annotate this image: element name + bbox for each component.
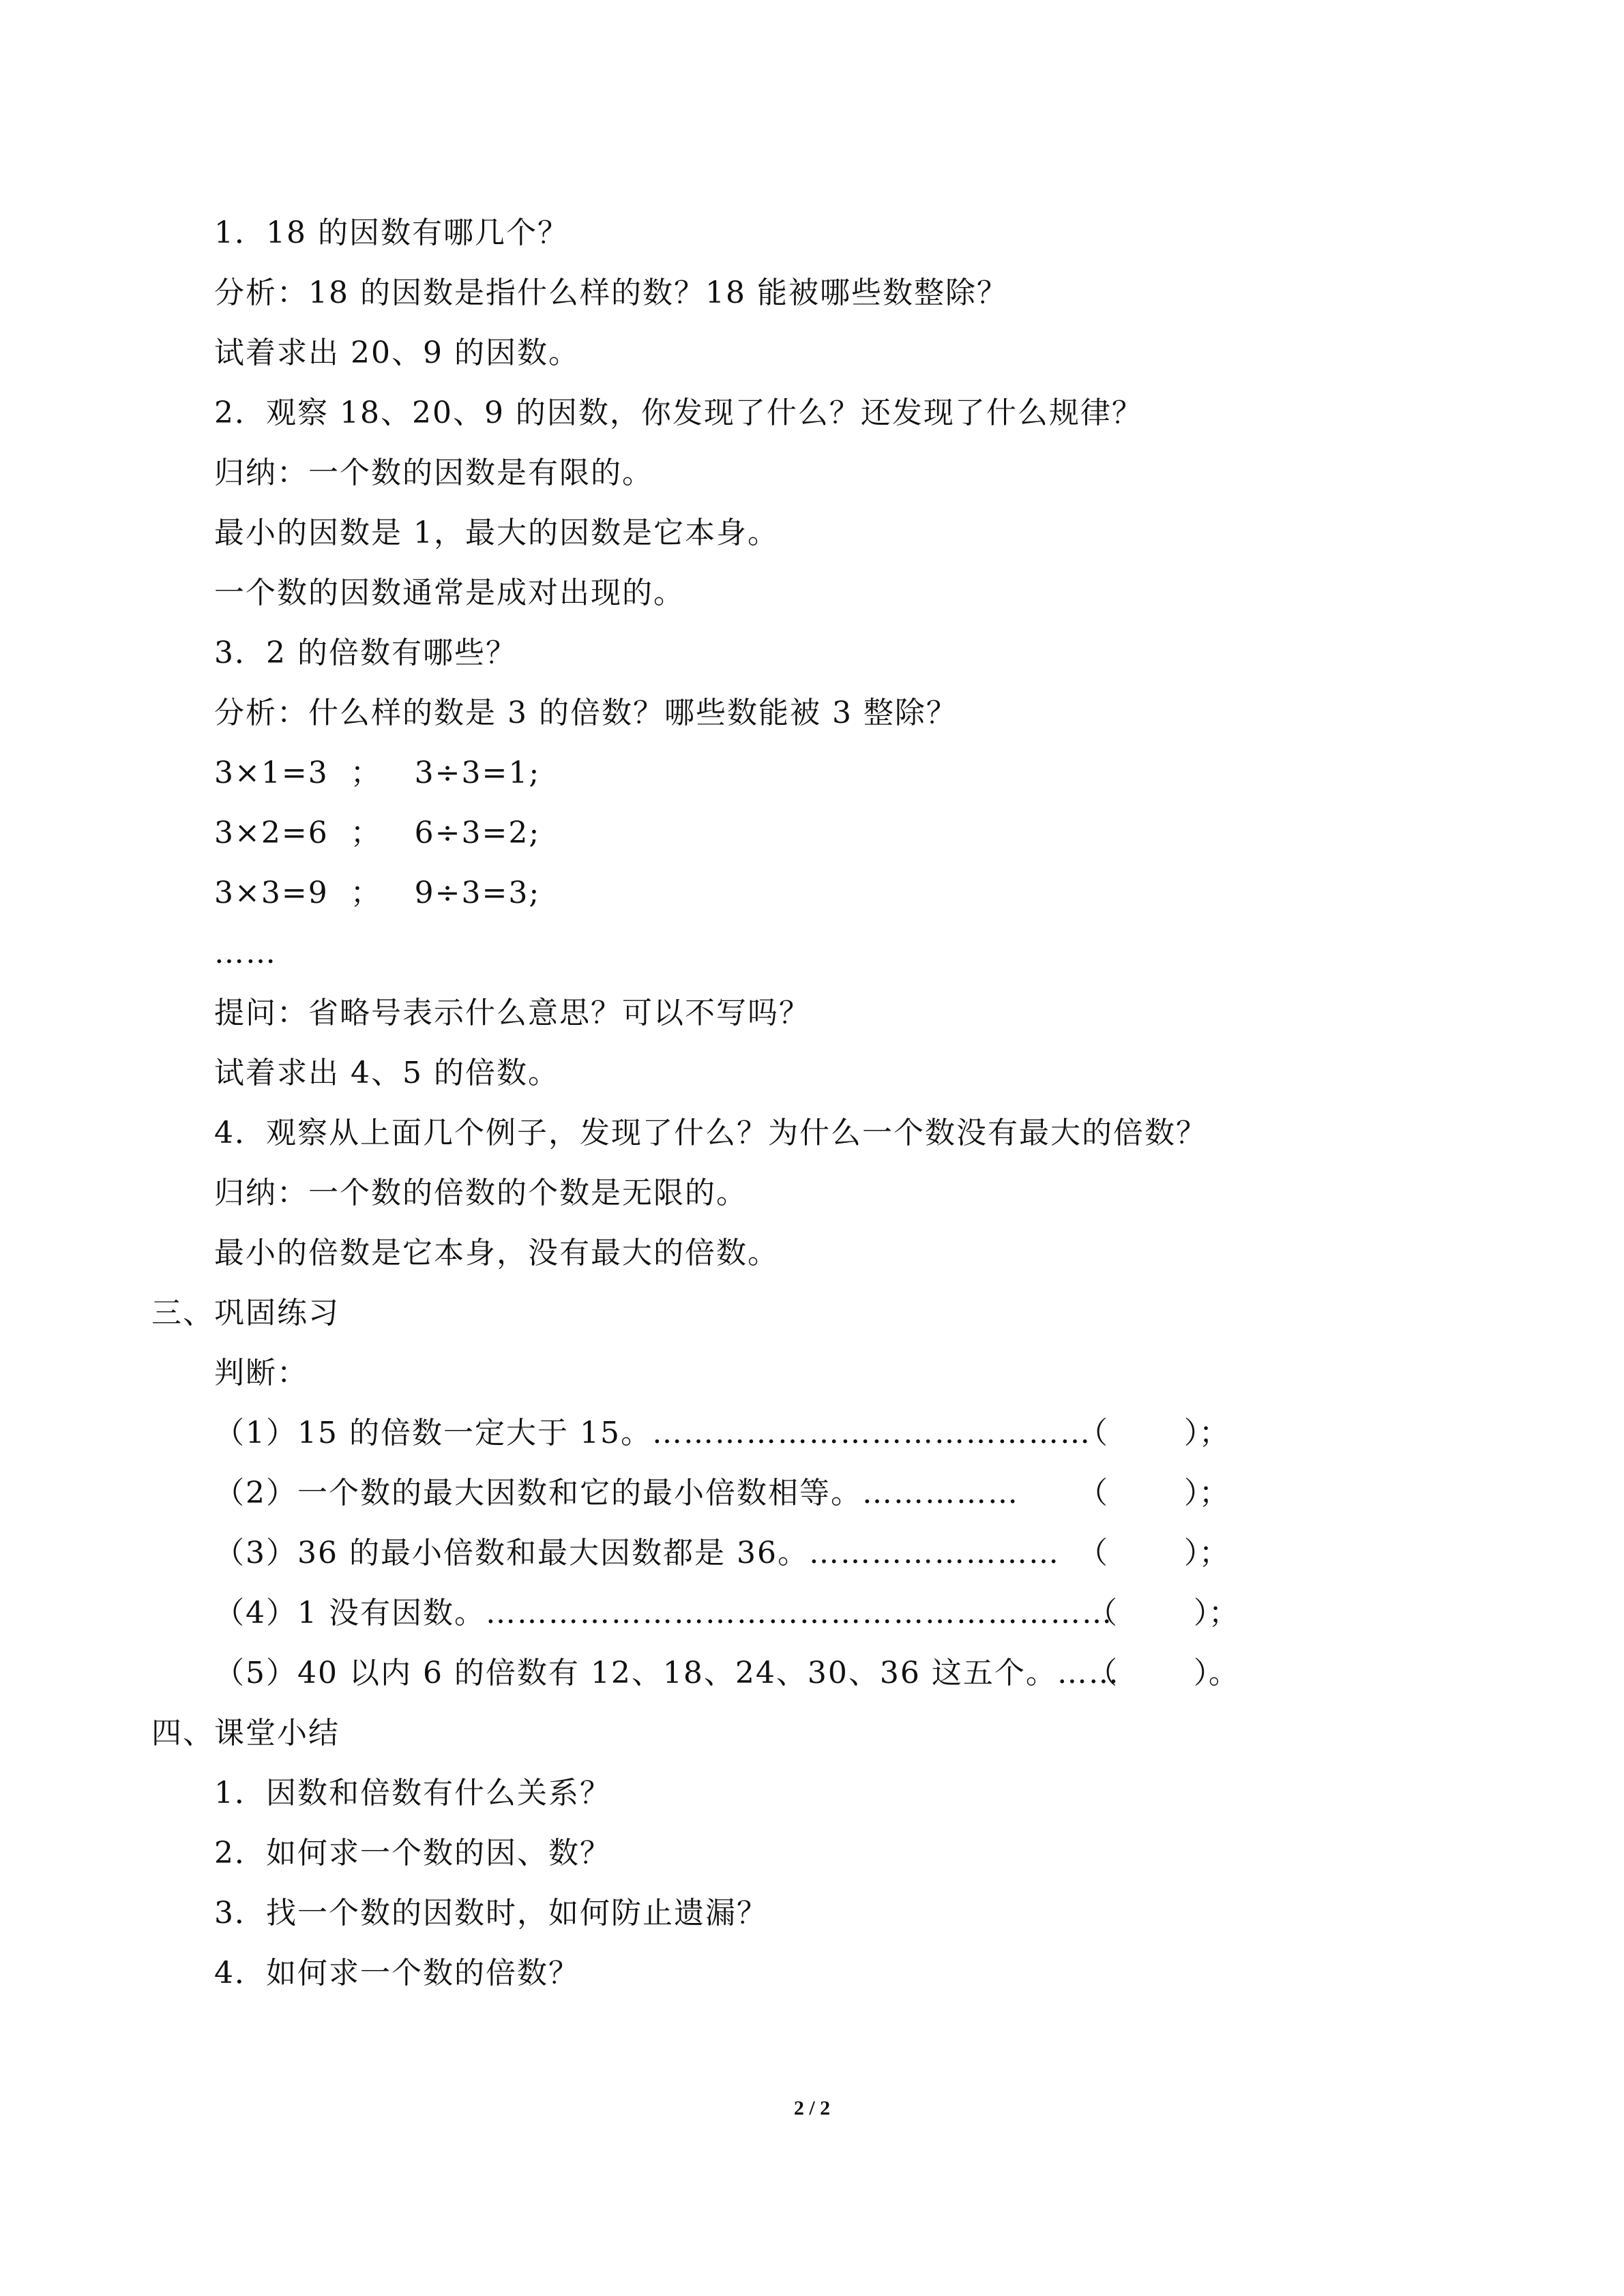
analysis-3: 分析：什么样的数是 3 的倍数？哪些数能被 3 整除？	[214, 696, 958, 730]
summary-question-1: 1．因数和倍数有什么关系？	[214, 1776, 611, 1810]
analysis-1: 分析：18 的因数是指什么样的数？18 能被哪些数整除？	[214, 275, 1008, 310]
answer-blank-2[interactable]: （ ）；	[1078, 1476, 1229, 1510]
summary-4: 归纳：一个数的倍数的个数是无限的。	[214, 1176, 748, 1210]
summary-2: 最小的因数是 1，最大的因数是它本身。	[214, 516, 779, 550]
equation-1: 3×1=3 ； 3÷3=1;	[214, 756, 541, 790]
equation-3: 3×3=9 ； 9÷3=3;	[214, 876, 541, 910]
answer-blank-3[interactable]: （ ）；	[1078, 1536, 1229, 1570]
equation-2: 3×2=6 ； 6÷3=2;	[214, 816, 541, 850]
judge-label: 判断：	[214, 1356, 308, 1390]
summary-question-4: 4．如何求一个数的倍数？	[214, 1956, 580, 1991]
exercise-multiples: 试着求出 4、5 的倍数。	[214, 1056, 559, 1090]
question-3: 3．2 的倍数有哪些？	[214, 636, 517, 670]
judge-item-4: （4）1 没有因数。……………………………………………………	[214, 1596, 1113, 1630]
ellipsis: ……	[214, 936, 277, 970]
prompt-question: 提问：省略号表示什么意思？可以不写吗？	[214, 996, 810, 1030]
exercise-factors: 试着求出 20、9 的因数。	[214, 336, 580, 370]
question-4: 4．观察从上面几个例子，发现了什么？为什么一个数没有最大的倍数？	[214, 1116, 1207, 1150]
question-2: 2．观察 18、20、9 的因数，你发现了什么？还发现了什么规律？	[214, 396, 1143, 430]
summary-1: 归纳：一个数的因数是有限的。	[214, 456, 653, 490]
summary-5: 最小的倍数是它本身，没有最大的倍数。	[214, 1236, 779, 1270]
judge-item-5: （5）40 以内 6 的倍数有 12、18、24、30、36 这五个。……	[214, 1656, 1120, 1690]
judge-item-3: （3）36 的最小倍数和最大因数都是 36。……………………	[214, 1536, 1060, 1570]
judge-item-1: （1）15 的倍数一定大于 15。……………………………………	[214, 1416, 1091, 1450]
section-3-heading: 三、巩固练习	[151, 1296, 340, 1330]
summary-3: 一个数的因数通常是成对出现的。	[214, 576, 685, 610]
summary-question-3: 3．找一个数的因数时，如何防止遗漏？	[214, 1896, 768, 1930]
summary-question-2: 2．如何求一个数的因、数？	[214, 1836, 611, 1870]
question-1: 1．18 的因数有哪几个？	[214, 215, 569, 250]
answer-blank-5[interactable]: （ ）。	[1087, 1656, 1239, 1690]
page-number: 2 / 2	[793, 2097, 831, 2119]
section-4-heading: 四、课堂小结	[151, 1716, 340, 1750]
answer-blank-4[interactable]: （ ）；	[1087, 1596, 1239, 1630]
judge-item-2: （2）一个数的最大因数和它的最小倍数相等。……………	[214, 1476, 1019, 1510]
answer-blank-1[interactable]: （ ）；	[1078, 1416, 1229, 1450]
